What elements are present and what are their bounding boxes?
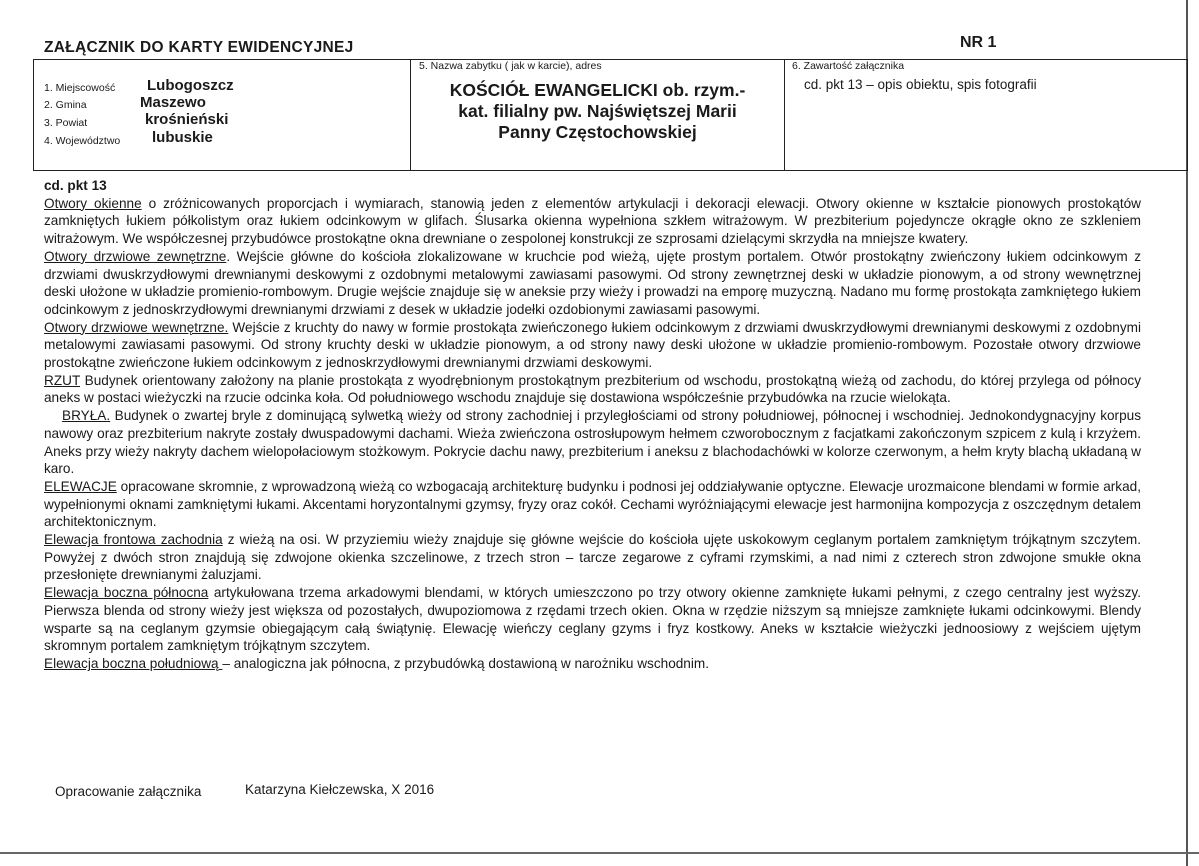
location-label-town: 1. Miejscowość bbox=[44, 82, 116, 94]
paragraph-title: RZUT bbox=[44, 372, 80, 388]
paragraph-title: Otwory drzwiowe zewnętrzne bbox=[44, 248, 227, 264]
location-box bbox=[33, 59, 411, 171]
description-paragraph bbox=[44, 584, 1141, 655]
paragraph-text: opracowane skromnie, z wprowadzoną wieżą co wzbogacają architekturę budynku i podnosi jej oddziaływanie optyczne. Elewacje urozmaicone blendami w formie arkad, wypełnionymi oknami zamkniętymi łukami. Akcentami horyzontalnymi gzymsy, fryzy oraz cokół. Cechami wyróżniającymi elewacje jest harmonijna kompozycja z oszczędnym detalem architektonicznym. bbox=[44, 478, 1141, 530]
paragraph-title: Otwory drzwiowe wewnętrzne. bbox=[44, 319, 229, 335]
paragraph-text: Wejście z kruchty do nawy w formie prostokąta zwieńczonego łukiem odcinkowym z drzwiami dwuskrzydłowymi drewnianymi deskowymi z ozdobnymi metalowymi zawiasami pasowymi. Od strony kruchty deski w układzie pionowym, a od strony nawy deski ułożone w układzie promienio-rombowym. Pozostałe otwory drzwiowe prostokątne zwieńczone łukiem odcinkowym z jednoskrzydłowymi drewnianymi drzwiami deskowymi. bbox=[44, 319, 1141, 371]
object-name-box bbox=[410, 59, 785, 171]
object-name-label: 5. Nazwa zabytku ( jak w karcie), adres bbox=[419, 60, 602, 72]
paragraph-text: Budynek o zwartej bryle z dominującą sylwetką wieży od strony zachodniej i przyległościami od strony południowej, północnej i wschodniej. Jednokondygnacyjny korpus nawowy oraz prezbiterium nakryte zostały dwuspadowymi dachami. Wieża zwieńczona ostrosłupowym hełmem czworobocznym z facjatkami zakończonym szpicem z kulą i krzyżem. Aneks przy wieży nakryty dachem wielopołaciowym stożkowym. Pokrycie dachu nawy, prezbiterium i aneksu z blachodachówki w kolorze czerwonym, a hełm kryty blachą układaną w karo. bbox=[44, 408, 1141, 477]
attachment-contents-label: 6. Zawartość załącznika bbox=[792, 60, 905, 72]
description-paragraph bbox=[44, 372, 1141, 407]
attachment-contents-value: cd. pkt 13 – opis obiektu, spis fotografii bbox=[804, 77, 1037, 92]
paragraph-title: Otwory okienne bbox=[44, 195, 142, 211]
paragraph-text: Budynek orientowany założony na planie prostokąta z wyodrębnionym prostokątnym prezbiterium od wschodu, prostokątną wieżą od zachodu, do której przylega od północy aneks w postaci wieżyczki na rzucie odcinka koła. Od południowego wschodu znajduje się dostawiona współcześnie przybudówka na rzucie wielokąta. bbox=[44, 372, 1141, 406]
paragraph-title: ELEWACJE bbox=[44, 478, 117, 494]
paragraph-title: Elewacja boczna północna bbox=[44, 585, 209, 601]
object-name-line-2: kat. filialny pw. Najświętszej Marii bbox=[458, 101, 737, 121]
section-heading: cd. pkt 13 bbox=[44, 178, 107, 193]
description-paragraph bbox=[44, 531, 1141, 584]
description-paragraph bbox=[44, 655, 1141, 673]
paragraph-title: Elewacja frontowa zachodnia bbox=[44, 532, 223, 548]
description-paragraph bbox=[44, 478, 1141, 531]
description-paragraph bbox=[44, 319, 1141, 372]
scan-frame-bottom bbox=[0, 852, 1199, 854]
prepared-by-author: Katarzyna Kiełczewska, X 2016 bbox=[245, 782, 435, 797]
location-value-town: Lubogoszcz bbox=[147, 77, 234, 94]
location-label-county: 3. Powiat bbox=[44, 117, 88, 129]
object-name-line-1: KOŚCIÓŁ EWANGELICKI ob. rzym.- bbox=[449, 80, 746, 100]
prepared-by-label: Opracowanie załącznika bbox=[55, 784, 202, 799]
paragraph-text: . Wejście główne do kościoła zlokalizowane w kruchcie pod wieżą, ujęte prostym portalem. Otwór prostokątny zwieńczony łukiem odcinkowym z drzwiami dwuskrzydłowymi drewnianymi deskowymi z ozdobnymi metalowymi zawiasami pasowymi. Od strony zewnętrznej deski w układzie pionowym, a od strony wewnętrznej deski ułożone w układzie promienio-rombowym. Drugie wejście znajduje się w aneksie przy wieży i prowadzi na emporę muzyczną. Nadano mu formę prostokąta zamkniętego łukiem odcinkowym z jednoskrzydłowymi drewnianymi drzwiami z desek w układzie jodełki ozdobionymi zawiasami pasowymi. bbox=[44, 248, 1141, 317]
object-name-line-3: Panny Częstochowskiej bbox=[498, 122, 697, 142]
paragraph-text: o zróżnicowanych proporcjach i wymiarach, stanowią jeden z elementów artykulacji i dekoracji elewacji. Otwory okienne w kształcie pionowych prostokątów zamkniętych łukiem półkolistym oraz łukiem odcinkowym w glifach. Ślusarka okienna wypełniona szkłem witrażowym. W prezbiterium pojedyncze okrągłe okno ze szkleniem witrażowym. We współczesnej przybudówce prostokątne okna drewniane o zespolonej konstrukcji ze szprosami dzielącymi skrzydła na mniejsze kwatery. bbox=[44, 195, 1141, 247]
description-body bbox=[44, 177, 1141, 673]
paragraph-text: – analogiczna jak północna, z przybudówką dostawioną w narożniku wschodnim. bbox=[222, 655, 709, 671]
paragraph-indent bbox=[44, 408, 62, 423]
document-number: NR 1 bbox=[960, 34, 997, 51]
location-label-commune: 2. Gmina bbox=[44, 99, 87, 111]
paragraph-text: artykułowana trzema arkadowymi blendami, w których umieszczono po trzy otwory okienne zamknięte łukami pełnymi, z czego centralny jest wyższy. Pierwsza blenda od strony wieży jest większa od pozostałych, dwupoziomowa z rzędami trzech okien. Okna w rzędzie niższym są mniejsze zamknięte łukami odcinkowymi. Blendy wsparte są na ceglanym gzymsie obiegającym całą świątynię. Elewację wieńczy ceglany gzyms i fryz kostkowy. Aneks w kształcie wieżyczki jednoosiowy z wejściem ujętym skromnym portalem zamkniętym trójkątnym szczytem. bbox=[44, 585, 1141, 654]
location-label-voivodeship: 4. Województwo bbox=[44, 135, 121, 147]
paragraph-title: BRYŁA. bbox=[62, 408, 111, 424]
object-name bbox=[411, 80, 784, 143]
location-value-voivodeship: lubuskie bbox=[152, 129, 213, 146]
attachment-contents-box bbox=[784, 59, 1188, 171]
paragraph-text: z wieżą na osi. W przyziemiu wieży znajduje się główne wejście do kościoła ujęte uskokowym ceglanym portalem zamkniętym trójkątnym szczytem. Powyżej z dwóch stron znajdują się zdwojone okienka szczelinowe, z trzech stron – tarcze zegarowe z cyframi rzymskimi, a nad nimi z czterech stron zdwojone smukłe okna przesłonięte drewnianymi żaluzjami. bbox=[44, 532, 1141, 583]
location-value-county: krośnieński bbox=[145, 111, 229, 128]
paragraph-title: Elewacja boczna południową bbox=[44, 655, 223, 671]
document-title: ZAŁĄCZNIK DO KARTY EWIDENCYJNEJ bbox=[44, 39, 354, 56]
location-value-commune: Maszewo bbox=[140, 94, 206, 111]
description-paragraph bbox=[44, 195, 1141, 248]
description-paragraph bbox=[44, 407, 1141, 478]
description-paragraph bbox=[44, 248, 1141, 319]
description-paragraphs bbox=[44, 195, 1141, 673]
